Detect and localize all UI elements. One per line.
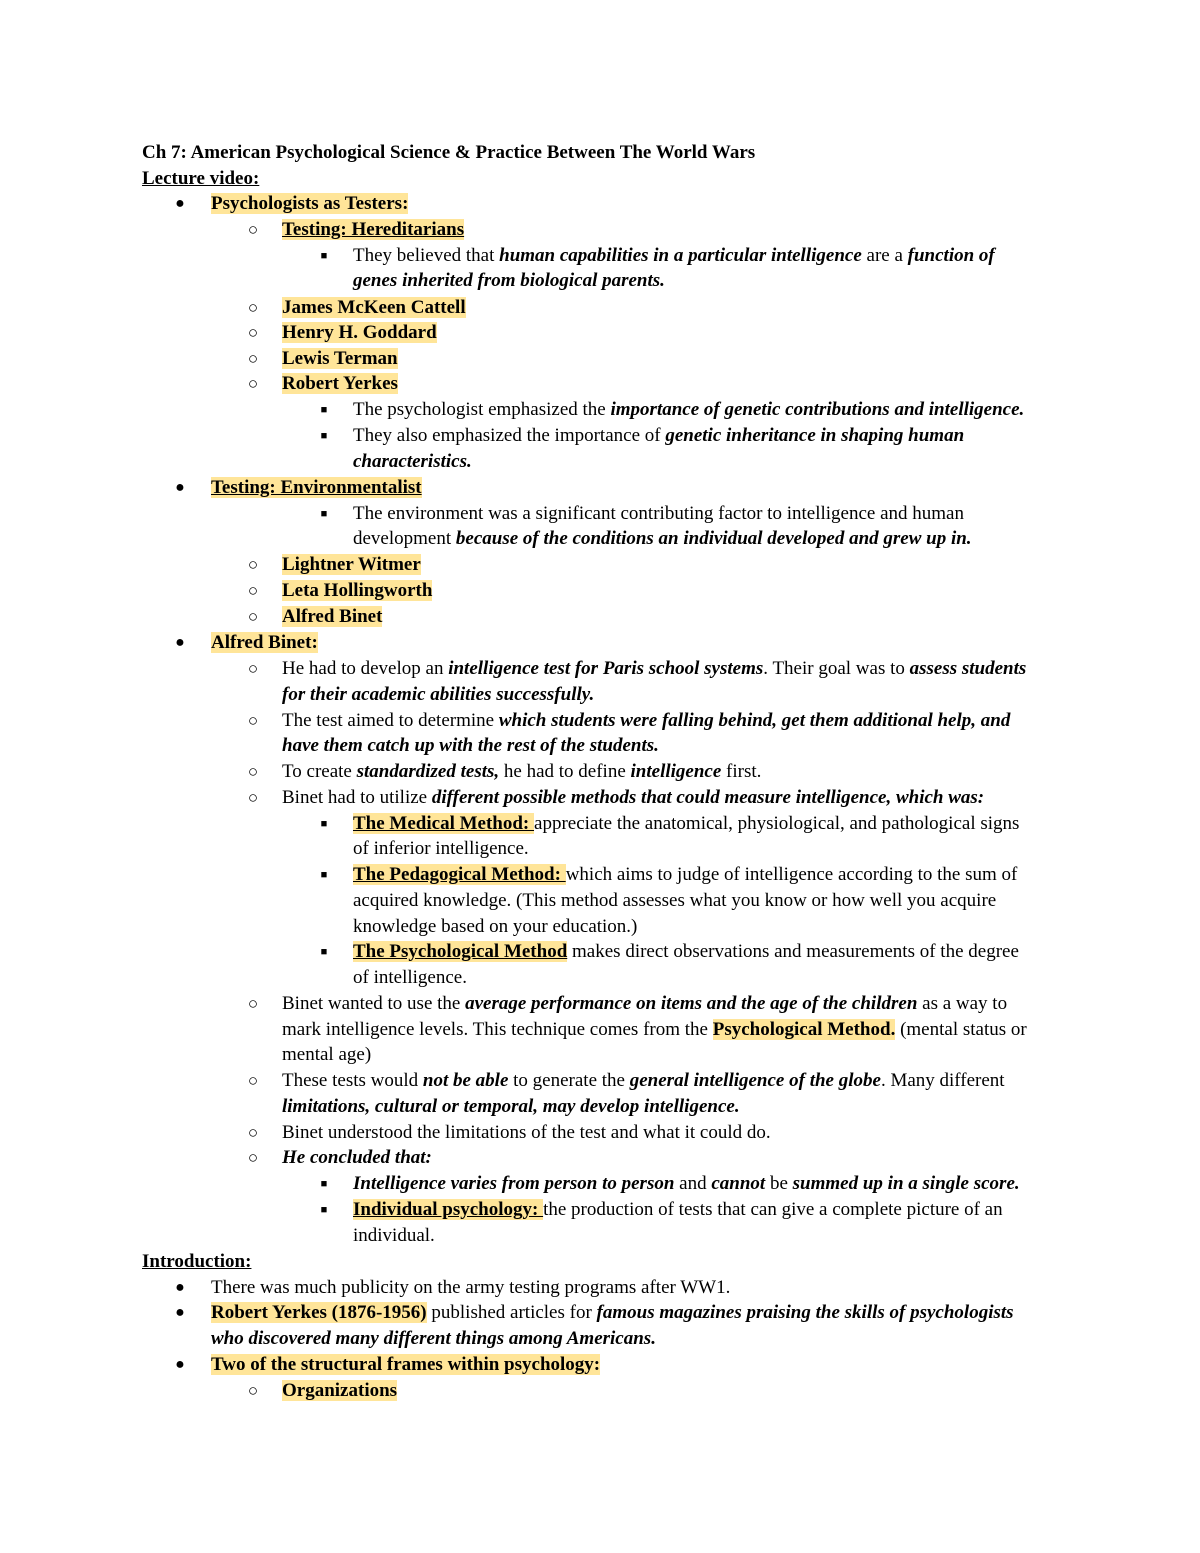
highlight-text: Two of the structural frames within psychology: [211,1354,601,1375]
bullet-square-icon: ■ [320,869,328,881]
bullet-circle-icon: ○ [247,349,259,368]
list-item: ■ They also emphasized the importance of genetic inheritance in shaping human [0,423,1200,449]
bullet-square-icon: ■ [320,430,328,442]
bullet-circle-icon: ○ [247,581,259,600]
bullet-square-icon: ■ [320,818,328,830]
list-item: ■ The Pedagogical Method: which aims to judge of intelligence according to the sum of [0,862,1200,888]
list-item-continuation: genes inherited from biological parents. [353,270,665,291]
highlight-text: Psychologists as Testers: [211,193,409,214]
bullet-circle-icon: ○ [247,762,259,781]
bullet-disc-icon: ● [175,195,185,212]
list-item [0,630,1200,656]
bullet-circle-icon: ○ [247,220,259,239]
list-item: ■ The psychologist emphasized the importance of genetic contributions and intelligence. [0,397,1200,423]
list-item [0,604,1200,630]
lecture-heading-line [0,166,1200,192]
bullet-square-icon: ■ [320,250,328,262]
bullet-circle-icon: ○ [247,659,259,678]
list-item: ○ To create standardized tests, he had to define intelligence first. [0,759,1200,785]
highlight-text: Robert Yerkes [282,373,398,394]
list-item-continuation: individual. [353,1225,435,1246]
bullet-circle-icon: ○ [247,1071,259,1090]
list-item [0,371,1200,397]
list-item: ■ They believed that human capabilities in a particular intelligence are a function of [0,243,1200,269]
list-item-continuation: development because of the conditions an individual developed and grew up in. [353,528,972,549]
list-item [0,1378,1200,1404]
list-item-continuation: of inferior intelligence. [353,838,529,859]
list-item: ○ He had to develop an intelligence test for Paris school systems. Their goal was to assess students [0,656,1200,682]
list-item-continuation: mark intelligence levels. This technique comes from the Psychological Method. (mental status or [282,1019,1027,1040]
bullet-circle-icon: ○ [247,994,259,1013]
highlight-text: Testing: Hereditarians [282,219,465,240]
list-item: ○ The test aimed to determine which students were falling behind, get them additional help, and [0,708,1200,734]
bullet-disc-icon: ● [175,634,185,651]
list-item: ■ Individual psychology: the production of tests that can give a complete picture of an [0,1197,1200,1223]
bullet-circle-icon: ○ [247,1123,259,1142]
list-item-continuation: knowledge based on your education.) [353,916,638,937]
bullet-circle-icon: ○ [247,788,259,807]
list-item-continuation: characteristics. [353,451,472,472]
list-item: ■ The Psychological Method makes direct observations and measurements of the degree [0,939,1200,965]
list-item-continuation: limitations, cultural or temporal, may develop intelligence. [282,1096,740,1117]
list-item-continuation: mental age) [282,1044,372,1065]
section-heading-introduction: Introduction: [142,1251,252,1272]
list-item: ■ Intelligence varies from person to person and cannot be summed up in a single score. [0,1171,1200,1197]
highlight-text: James McKeen Cattell [282,297,466,318]
list-item [0,320,1200,346]
list-item [0,217,1200,243]
highlight-text: Testing: Environmentalist [211,477,422,498]
highlight-text: Robert Yerkes (1876-1956) [211,1302,427,1323]
bullet-circle-icon: ○ [247,607,259,626]
highlight-text: Alfred Binet: [211,632,318,653]
highlight-text: Lightner Witmer [282,554,421,575]
list-item-continuation: acquired knowledge. (This method assesses what you know or how well you acquire [353,890,997,911]
section-heading-lecture: Lecture video: [142,168,260,189]
list-item: ○ He concluded that: [0,1145,1200,1171]
bullet-circle-icon: ○ [247,374,259,393]
highlight-text: Henry H. Goddard [282,322,437,343]
bullet-circle-icon: ○ [247,298,259,317]
bullet-square-icon: ■ [320,946,328,958]
list-item: ■ The Medical Method: appreciate the anatomical, physiological, and pathological signs [0,811,1200,837]
bullet-square-icon: ■ [320,1204,328,1216]
highlight-text: The Psychological Method [353,941,568,962]
list-item: ■ The environment was a significant contributing factor to intelligence and human [0,501,1200,527]
list-item [0,191,1200,217]
bullet-square-icon: ■ [320,508,328,520]
list-item [0,475,1200,501]
highlight-text: Lewis Terman [282,348,398,369]
list-item [0,295,1200,321]
list-item-continuation: for their academic abilities successfully. [282,684,595,705]
bullet-square-icon: ■ [320,404,328,416]
list-item: ○ Binet had to utilize different possible methods that could measure intelligence, which was: [0,785,1200,811]
bullet-circle-icon: ○ [247,711,259,730]
title-line [0,140,1200,166]
highlight-text: The Pedagogical Method: [353,864,566,885]
list-item: ○ Binet wanted to use the average performance on items and the age of the children as a way to [0,991,1200,1017]
list-item-continuation: of intelligence. [353,967,467,988]
list-item [0,578,1200,604]
bullet-disc-icon: ● [175,1279,185,1296]
bullet-disc-icon: ● [175,479,185,496]
bullet-circle-icon: ○ [247,323,259,342]
bullet-square-icon: ■ [320,1178,328,1190]
intro-heading-line [0,1249,1200,1275]
list-item-continuation: who discovered many different things among Americans. [211,1328,656,1349]
list-item: ● There was much publicity on the army testing programs after WW1. [0,1275,1200,1301]
list-item: ○ Binet understood the limitations of the test and what it could do. [0,1120,1200,1146]
highlight-text: Organizations [282,1380,398,1401]
highlight-text: Leta Hollingworth [282,580,433,601]
bullet-circle-icon: ○ [247,1148,259,1167]
highlight-text: Alfred Binet [282,606,383,627]
list-item [0,552,1200,578]
list-item: ● Robert Yerkes (1876-1956) published articles for famous magazines praising the skills of psychologists [0,1300,1200,1326]
highlight-text: Individual psychology: [353,1199,544,1220]
bullet-disc-icon: ● [175,1356,185,1373]
list-item: ○ These tests would not be able to generate the general intelligence of the globe. Many different [0,1068,1200,1094]
list-item [0,346,1200,372]
highlight-text: Psychological Method. [712,1019,896,1040]
page-title: Ch 7: American Psychological Science & Practice Between The World Wars [142,142,756,163]
bullet-circle-icon: ○ [247,555,259,574]
bullet-disc-icon: ● [175,1304,185,1321]
highlight-text: The Medical Method: [353,813,535,834]
bullet-circle-icon: ○ [247,1381,259,1400]
list-item [0,1352,1200,1378]
list-item-continuation: have them catch up with the rest of the students. [282,735,659,756]
